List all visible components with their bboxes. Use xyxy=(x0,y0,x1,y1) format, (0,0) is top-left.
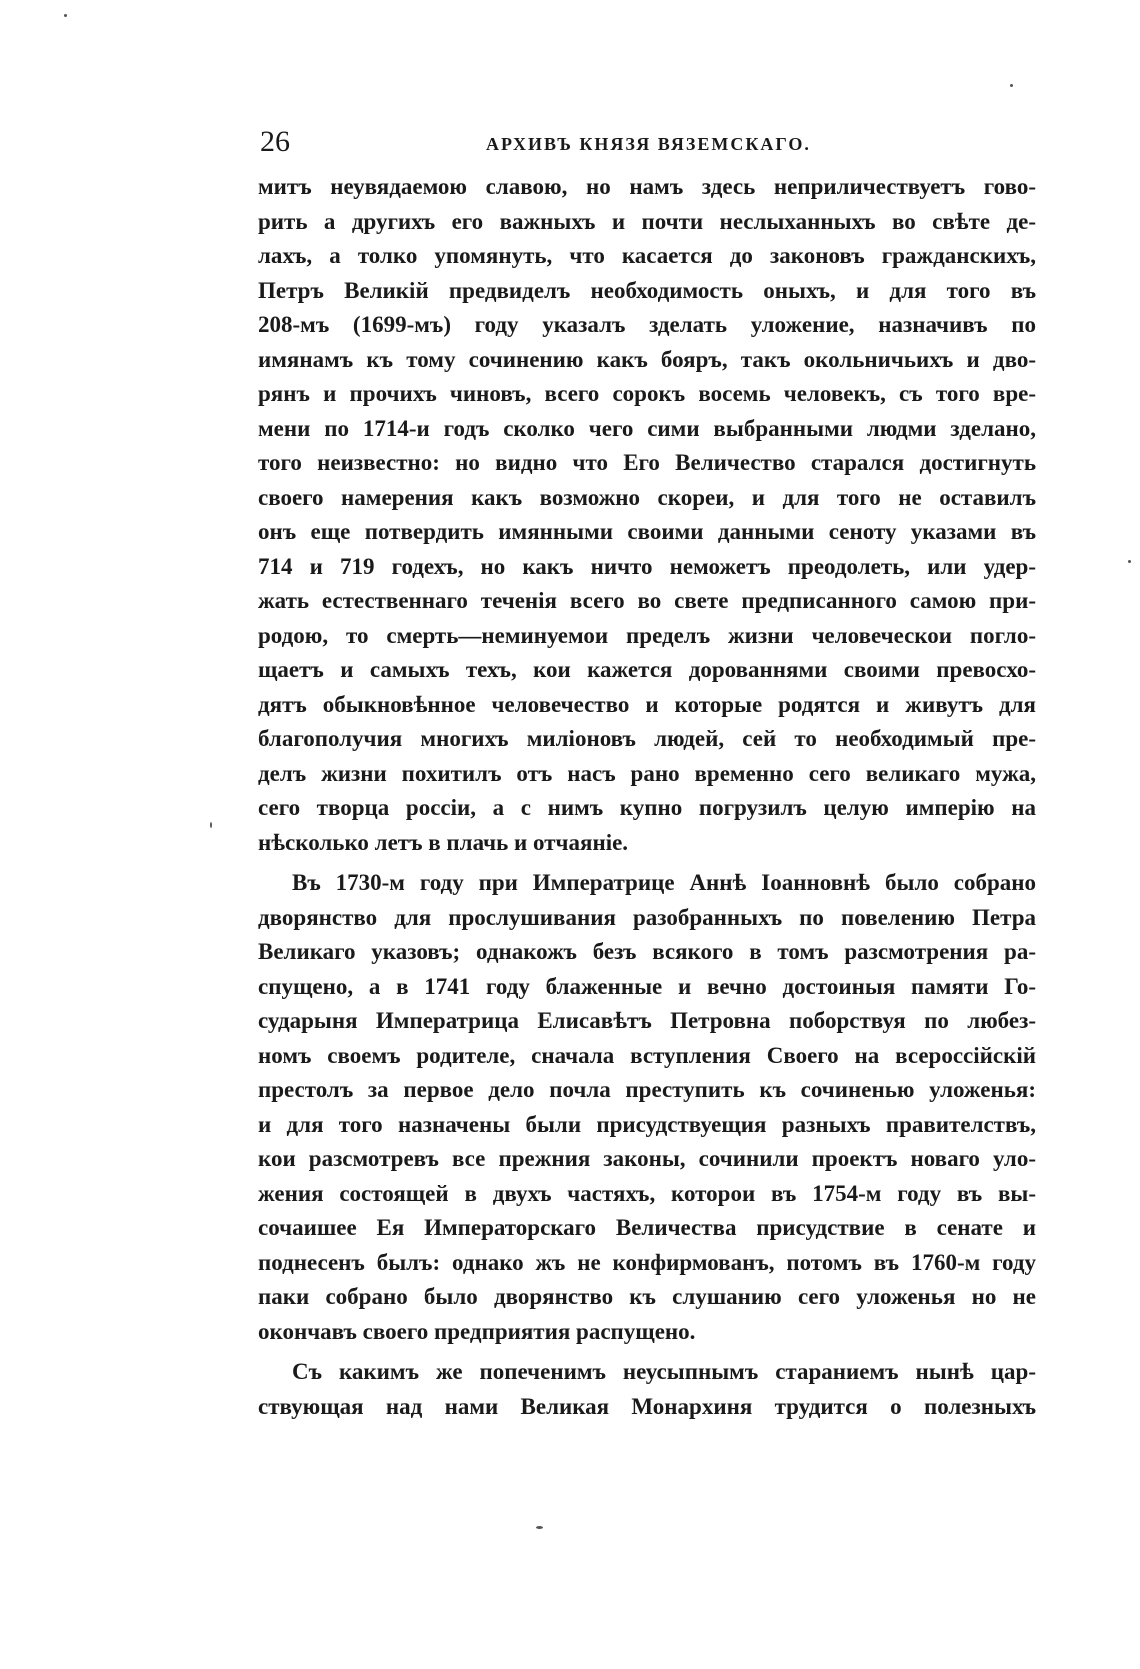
text-line: митъ неувядаемою славою, но намъ здесь неприличествуетъ гово- xyxy=(258,174,1036,199)
text-line: того неизвестно: но видно что Его Величество старался достигнуть xyxy=(258,450,1036,475)
paragraph-3 xyxy=(258,1355,1036,1424)
text-line: имянамъ къ тому сочинению какъ бояръ, такъ окольничьихъ и дво- xyxy=(258,346,1036,372)
text-line: онъ еще потвердить имянными своими данными сеноту указами въ xyxy=(258,519,1036,544)
text-line: сего творца россіи, а с нимъ купно погрузилъ целую имперію на xyxy=(258,795,1036,820)
text-line: родою, то смерть—неминуемои пределъ жизни человеческои погло- xyxy=(258,622,1036,648)
text-line: рянъ и прочихъ чиновъ, всего сорокъ восемь человекъ, съ того вре- xyxy=(258,381,1036,406)
text-line: делъ жизни похитилъ отъ насъ рано временно сего великаго мужа, xyxy=(258,760,1036,786)
text-line: рить а другихъ его важныхъ и почти неслыханныхъ во свѣте де- xyxy=(258,208,1036,234)
text-line: спущено, а в 1741 году блаженные и вечно достоиныя памяти Го- xyxy=(258,973,1036,999)
text-line: паки собрано было дворянство къ слушанию сего уложенья но не xyxy=(258,1284,1036,1309)
page-header xyxy=(256,122,1036,162)
text-line: жения состоящей в двухъ частяхъ, которои въ 1754-м году въ вы- xyxy=(258,1180,1036,1206)
paragraph-2 xyxy=(258,866,1036,1349)
text-line: дворянство для прослушивания разобранныхъ по повелению Петра xyxy=(258,904,1036,930)
text-line: сударыня Императрица Елисавѣтъ Петровна поборствуя по любез- xyxy=(258,1008,1036,1033)
text-line: поднесенъ былъ: однако жъ не конфирмованъ, потомъ въ 1760-м году xyxy=(258,1249,1036,1275)
scan-speck xyxy=(210,822,212,828)
text-line: Съ какимъ же попеченимъ неусыпнымъ стараниемъ нынѣ цар- xyxy=(292,1359,1036,1384)
text-line: сочаишее Ея Императорскаго Величества присудствие в сенате и xyxy=(258,1215,1036,1240)
running-title: АРХИВЪ КНЯЗЯ ВЯЗЕМСКАГО. xyxy=(486,134,811,154)
text-line: Великаго указовъ; однакожъ безъ всякого в томъ разсмотрения ра- xyxy=(258,939,1036,964)
paragraph-1 xyxy=(258,170,1036,860)
text-line: окончавъ своего предприятия распущено. xyxy=(258,1318,696,1344)
scan-speck xyxy=(1128,560,1131,563)
text-line: 208-мъ (1699-мъ) году указалъ зделать уложение, назначивъ по xyxy=(258,312,1036,337)
text-line: 714 и 719 годехъ, но какъ ничто неможетъ преодолеть, или удер- xyxy=(258,553,1036,579)
text-line: благополучия многихъ миліоновъ людей, сей то необходимый пре- xyxy=(258,726,1036,751)
text-line: жать естественнаго теченія всего во свете предписанного самою при- xyxy=(258,588,1036,613)
text-line: кои разсмотревъ все прежния законы, сочинили проектъ новаго уло- xyxy=(258,1146,1036,1171)
text-line: лахъ, а толко упомянуть, что касается до законовъ гражданскихъ, xyxy=(258,243,1036,268)
text-line: номъ своемъ родителе, сначала вступления Своего на всероссійскій xyxy=(258,1042,1036,1068)
text-line: Въ 1730-м году при Императрице Аннѣ Іоанновнѣ было собрано xyxy=(292,870,1036,895)
scan-speck xyxy=(64,14,67,17)
text-line: нѣсколько летъ в плачь и отчаяніе. xyxy=(258,829,629,855)
scan-speck xyxy=(536,1526,543,1529)
text-line: мени по 1714-и годъ сколко чего сими выбранными людми зделано, xyxy=(258,415,1036,441)
page-number: 26 xyxy=(260,125,290,158)
text-line: своего намерения какъ возможно скореи, и для того не оставилъ xyxy=(258,484,1036,510)
text-line: и для того назначены были присудствуещия разныхъ правителствъ, xyxy=(258,1111,1036,1137)
text-line: престолъ за первое дело почла преступить къ сочиненью уложенья: xyxy=(258,1077,1036,1102)
text-line: ствующая над нами Великая Монархиня трудится о полезныхъ xyxy=(258,1393,1036,1419)
body-text xyxy=(258,170,1036,1424)
text-line: дятъ обыкновѣнное человечество и которые родятся и живутъ для xyxy=(258,691,1036,717)
text-line: щаетъ и самыхъ техъ, кои кажется дорованнями своими превосхо- xyxy=(258,657,1036,682)
text-line: Петръ Великій предвиделъ необходимость оныхъ, и для того въ xyxy=(258,277,1036,303)
scan-speck xyxy=(1010,84,1013,87)
